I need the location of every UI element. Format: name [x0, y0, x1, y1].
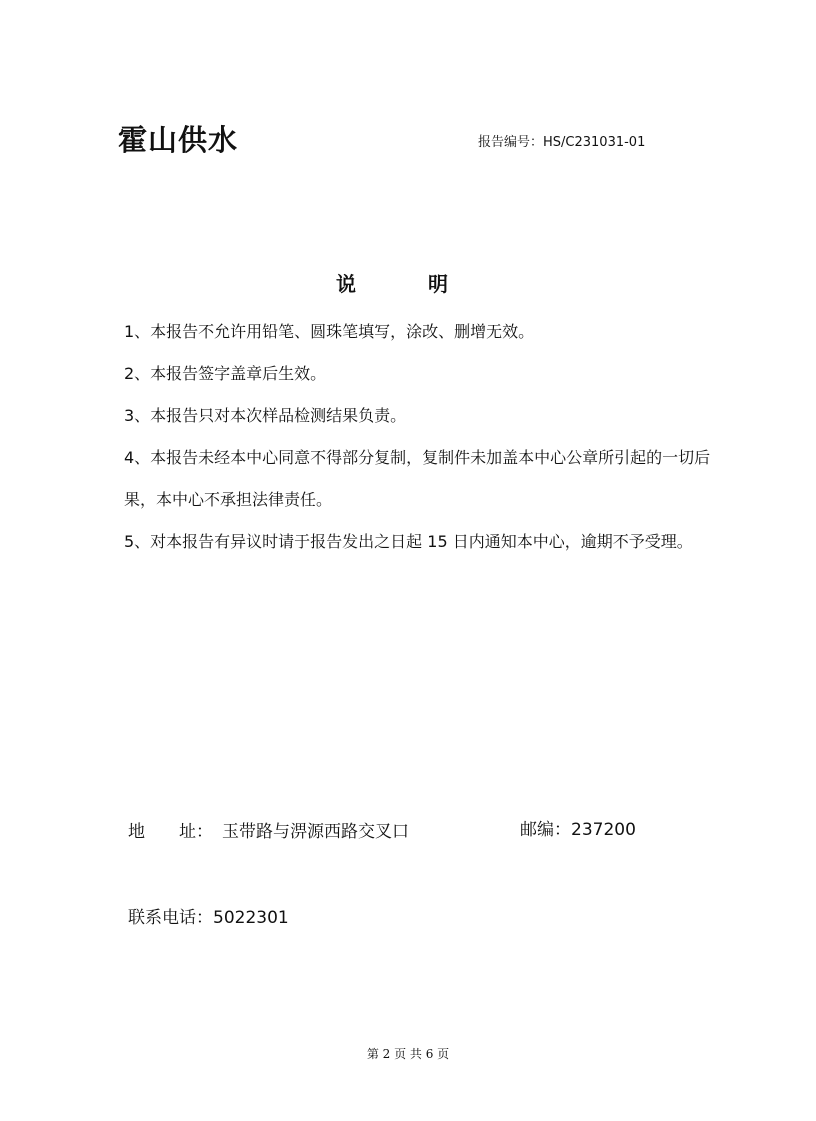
report-number: 报告编号：HS/C231031-01: [478, 135, 646, 150]
address-label-part1: 地: [128, 822, 145, 842]
note-item-2: 2、本报告签字盖章后生效。: [124, 364, 327, 383]
address-value: 玉带路与淠源西路交叉口: [222, 822, 409, 842]
notes-list: [124, 311, 724, 563]
note-item-5: 5、对本报告有异议时请于报告发出之日起 15 日内通知本中心，逾期不予受理。: [124, 532, 693, 551]
organization-name: 霍山供水: [118, 123, 239, 157]
address-label-part2: 址：: [179, 822, 213, 842]
note-item-3: 3、本报告只对本次样品检测结果负责。: [124, 406, 407, 425]
address-label: [128, 817, 213, 842]
note-item-1: 1、本报告不允许用铅笔、圆珠笔填写，涂改、删增无效。: [124, 322, 535, 341]
postcode: 邮编：237200: [520, 820, 636, 840]
phone-number: 联系电话：5022301: [128, 908, 289, 928]
section-title-part1: 说: [336, 272, 356, 296]
section-title-part2: 明: [428, 272, 448, 296]
note-item-4: 4、本报告未经本中心同意不得部分复制，复制件未加盖本中心公章所引起的一切后果，本中心不承担法律责任。: [124, 448, 711, 509]
section-title: [336, 268, 466, 297]
page-footer: 第 2 页 共 6 页: [366, 1047, 450, 1061]
